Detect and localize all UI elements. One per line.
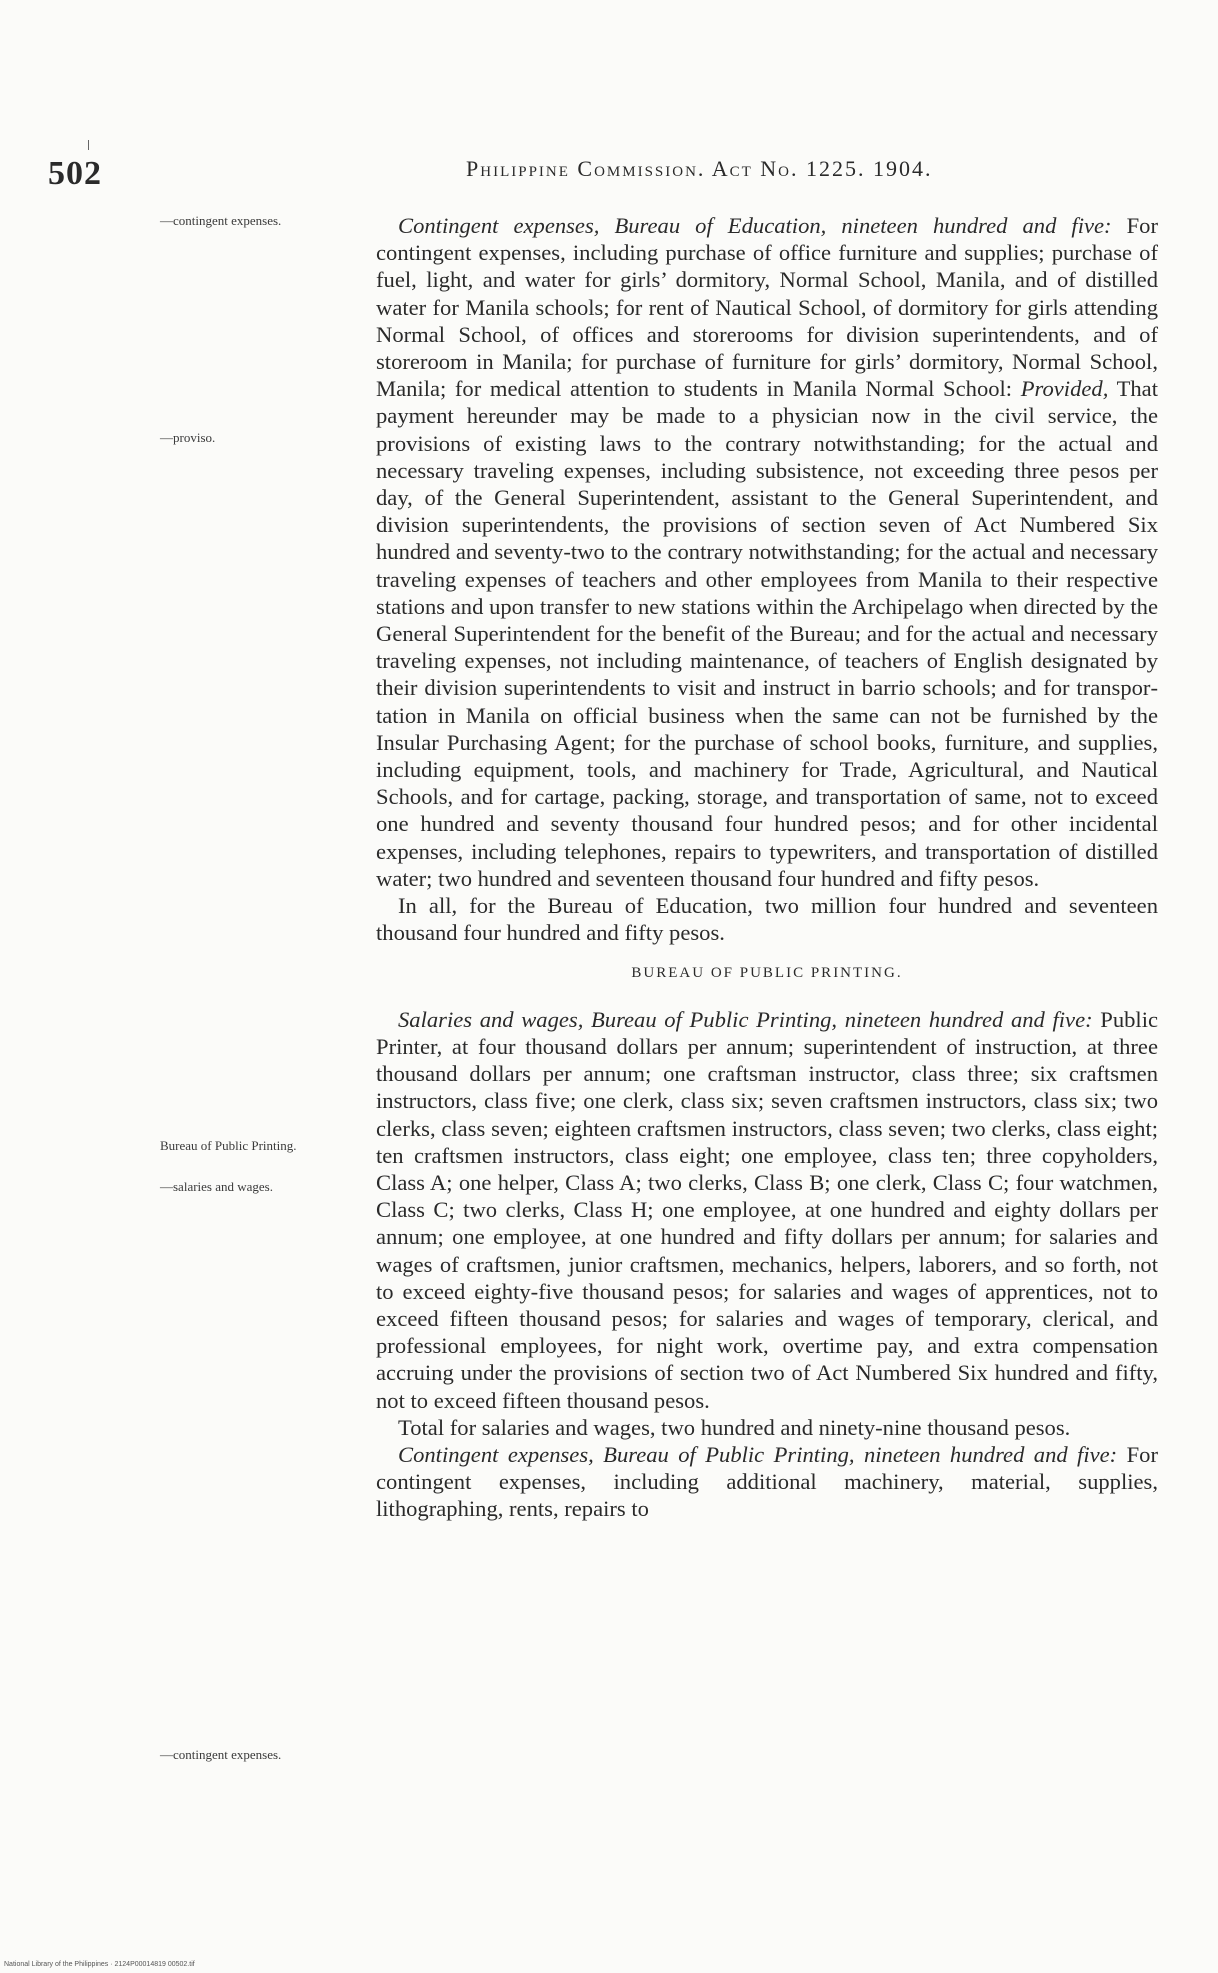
paragraph-text: That payment hereunder may be made to a physician now in the civil service, the provisions of existing laws to the contrary notwithstanding; for the actual and necessary traveling expenses, including subsistence, not exceeding three pesos per day, of the General Superintendent, assistant to the General Superintendent, and division superintendents, the provisions of section seven of Act Numbered Six hundred and seventy-two to the contrary notwithstanding; for the actual and necessary traveling expenses of teachers and other employees from Manila to their respective stations and upon transfer to new stations within the Archipelago when directed by the General Superintendent for the benefit of the Bureau; and for the actual and necessary traveling expenses, not including maintenance, of teachers of English designated by their division superintendents to visit and instruct in barrio schools; and for transportation in Manila on official business when the same can not be furnished by the Insular Purchasing Agent; for the purchase of school books, furniture, and supplies, including equipment, tools, and machinery for Trade, Agricultural, and Nautical Schools, and for cartage, packing, storage, and transportation of same, not to exceed one hundred and seventy thousand four hundred pesos; and for other incidental expenses, including telephones, repairs to typewriters, and transportation of distilled water; two hundred and seventeen thousand four hundred and fifty pesos. bbox=[376, 376, 1158, 891]
paragraph-text: For contingent expenses, including additional machinery, material, supplies, lithographing, rents, repairs to bbox=[376, 1441, 1158, 1522]
paragraph-contingent-education bbox=[376, 212, 1158, 892]
paragraph-lead: Contingent expenses, Bureau of Education, nineteen hundred and five: bbox=[398, 213, 1112, 238]
paragraph-text: For contingent expenses, including purchase of office furniture and supplies; purchase of fuel, light, and water for girls’ dormitory, Normal School, Manila, and of distilled water for Manila schools; for rent of Nautical School, of dormitory for girls attending Normal School, of offices and storerooms for division superintendents, and of storeroom in Manila; for purchase of furniture for girls’ dormitory, Normal School, Manila; for medical attention to students in Manila Normal School: bbox=[376, 213, 1159, 402]
scan-mark bbox=[88, 140, 89, 150]
paragraph-total-salaries: Total for salaries and wages, two hundred and ninety-nine thousand pesos. bbox=[398, 1414, 1071, 1440]
section-heading: BUREAU OF PUBLIC PRINTING. bbox=[631, 965, 903, 982]
margin-note-contingent-expenses: —contingent expenses. bbox=[160, 213, 282, 228]
scan-footer: National Library of the Philippines · 2124P00014819 00502.tif bbox=[4, 1961, 195, 1968]
margin-note-proviso: —proviso. bbox=[160, 430, 216, 445]
proviso-word: Provided, bbox=[1020, 376, 1109, 402]
margin-note-bureau-public-printing: Bureau of Public Printing. bbox=[160, 1138, 297, 1153]
margin-note-salaries-wages: —salaries and wages. bbox=[160, 1179, 273, 1194]
paragraph-salaries-printing bbox=[376, 1006, 1158, 1414]
page-number: 502 bbox=[48, 155, 102, 192]
paragraph-contingent-printing bbox=[376, 1441, 1158, 1523]
running-head: Philippine Commission. Act No. 1225. 1904. bbox=[466, 156, 933, 181]
margin-note-contingent-expenses-2: —contingent expenses. bbox=[160, 1747, 282, 1762]
paragraph-total-education: In all, for the Bureau of Education, two million four hundred and seventeen thousand four hundred and fifty pesos. bbox=[376, 893, 1158, 946]
paragraph-lead: Salaries and wages, Bureau of Public Printing, nineteen hundred and five: bbox=[398, 1006, 1093, 1032]
body-text bbox=[376, 212, 1158, 1523]
paragraph-text: Public Printer, at four thousand dollars per annum; superintendent of instruction, at three thousand dollars per annum; one craftsman instructor, class three; six craftsmen instructors, class five; one clerk, class six; seven craftsmen instructors, class six; two clerks, class seven; eighteen craftsmen instructors, class seven; two clerks, class eight; ten craftsmen instructors, class eight; one employee, class ten; three copyholders, Class A; one helper, Class A; two clerks, Class B; one clerk, Class C; four watchmen, Class C; two clerks, Class H; one employee, at one hundred and eighty dollars per annum; one employee, at one hundred and fifty dollars per annum; for salaries and wages of craftsmen, junior craftsmen, mechanics, helpers, laborers, and so forth, not to exceed eighty-five thousand pesos; for salaries and wages of apprentices, not to exceed fifteen thousand pesos; for salaries and wages of temporary, clerical, and professional employees, for night work, overtime pay, and extra compensation accruing under the provisions of section two of Act Numbered Six hundred and fifty, not to exceed fifteen thousand pesos. bbox=[376, 1006, 1158, 1413]
paragraph-lead: Contingent expenses, Bureau of Public Printing, nineteen hundred and five: bbox=[398, 1441, 1118, 1467]
